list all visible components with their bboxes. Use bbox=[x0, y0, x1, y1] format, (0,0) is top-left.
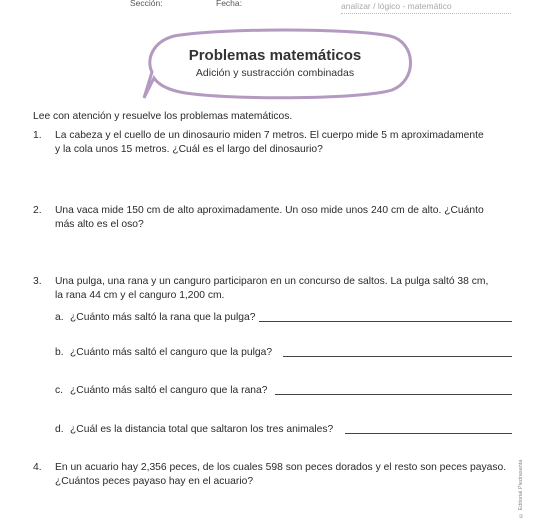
problem-3c-letter: c. bbox=[55, 385, 64, 396]
page-subtitle: Adición y sustracción combinadas bbox=[195, 67, 355, 79]
problem-2-line-2: más alto es el oso? bbox=[55, 219, 144, 230]
problem-3-line-1: Una pulga, una rana y un canguro participaron en un concurso de saltos. La pulga saltó 38 cm, bbox=[55, 276, 489, 287]
answer-line-3d[interactable] bbox=[345, 433, 512, 434]
problem-1-line-1: La cabeza y el cuello de un dinosaurio miden 7 metros. El cuerpo mide 5 m aproximadamente bbox=[55, 130, 484, 141]
problem-4-line-2: ¿Cuántos peces payaso hay en el acuario? bbox=[55, 476, 254, 487]
date-label: Fecha: bbox=[216, 0, 242, 8]
problem-2-number: 2. bbox=[33, 205, 42, 216]
skill-label: analizar / lógico - matemático bbox=[341, 1, 452, 11]
problem-3c-question: ¿Cuánto más saltó el canguro que la rana? bbox=[70, 385, 268, 396]
answer-line-3c[interactable] bbox=[275, 394, 512, 395]
instructions: Lee con atención y resuelve los problemas matemáticos. bbox=[33, 111, 293, 122]
problem-3a-question: ¿Cuánto más saltó la rana que la pulga? bbox=[70, 312, 256, 323]
answer-line-3a[interactable] bbox=[259, 321, 512, 322]
answer-line-3b[interactable] bbox=[283, 356, 512, 357]
problem-3-line-2: la rana 44 cm y el canguro 1,200 cm. bbox=[55, 290, 225, 301]
problem-1-number: 1. bbox=[33, 130, 42, 141]
problem-2-line-1: Una vaca mide 150 cm de alto aproximadamente. Un oso mide unos 240 cm de alto. ¿Cuánto bbox=[55, 205, 484, 216]
problem-3b-question: ¿Cuánto más saltó el canguro que la pulga? bbox=[70, 347, 273, 358]
bubble-outline bbox=[144, 30, 411, 98]
speech-bubble bbox=[140, 28, 420, 100]
copyright-note: © Editorial Piedrasanta bbox=[518, 459, 524, 518]
problem-3a-letter: a. bbox=[55, 312, 64, 323]
page-title: Problemas matemáticos bbox=[188, 47, 362, 64]
problem-3d-question: ¿Cuál es la distancia total que saltaron los tres animales? bbox=[70, 424, 334, 435]
problem-4-line-1: En un acuario hay 2,356 peces, de los cuales 598 son peces dorados y el resto son peces payaso. bbox=[55, 462, 507, 473]
problem-1-line-2: y la cola unos 15 metros. ¿Cuál es el largo del dinosaurio? bbox=[55, 144, 323, 155]
problem-3-number: 3. bbox=[33, 276, 42, 287]
problem-4-number: 4. bbox=[33, 462, 42, 473]
problem-3b-letter: b. bbox=[55, 347, 64, 358]
section-label: Sección: bbox=[130, 0, 163, 8]
header-dotted-line bbox=[341, 13, 511, 14]
problem-3d-letter: d. bbox=[55, 424, 64, 435]
